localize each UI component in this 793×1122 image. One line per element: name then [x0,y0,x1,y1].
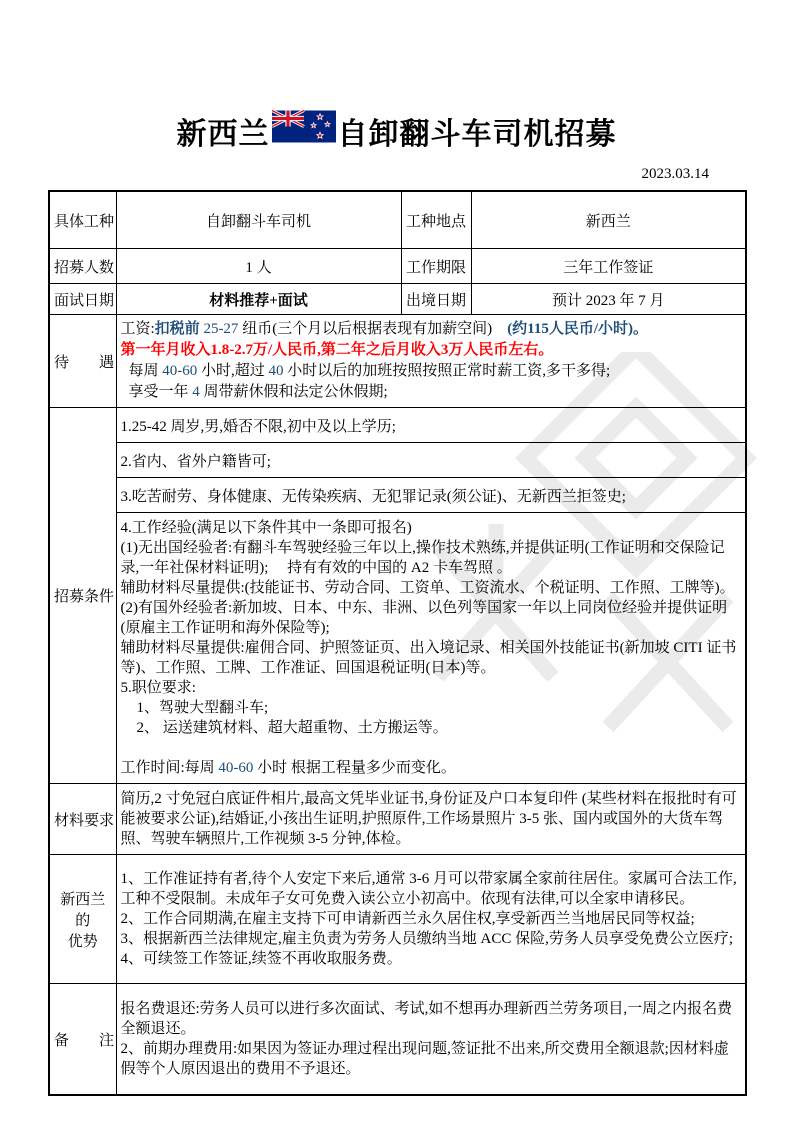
text-line: 辅助材料尽量提供:雇佣合同、护照签证页、出入境记录、相关国外技能证书(新加坡 CITI 证书等)、工作照、工牌、工作准证、回国退税证明(日本)等。 [120,640,737,676]
row-label-departure-date: 出境日期 [401,284,471,315]
page-title [0,106,793,155]
table-row-conditions [49,443,746,478]
field-duration: 三年工作签证 [471,249,746,284]
table-row [49,191,746,249]
table-row [49,249,746,284]
row-label-location: 工种地点 [401,191,471,249]
field-departure-date: 预计 2023 年 7 月 [471,284,746,315]
text-line: 1、驾驶大型翻斗车; [136,700,269,716]
notes-cell [116,984,746,1096]
text-line: 1、工作准证持有者,待个人安定下来后,通常 3-6 月可以带家属全家前往居住。家属可合法工作,工种不受限制。未成年子女可免费入读公立小初高中。依现有法律,可以全家申请移民。 [120,871,737,907]
title-text-left: 新西兰 [176,117,270,151]
row-label-headcount: 招募人数 [49,249,116,284]
condition-item-1: 1.25-42 周岁,男,婚否不限,初中及以上学历; [116,408,746,443]
field-location: 新西兰 [471,191,746,249]
table-row-conditions [49,408,746,443]
text-line: 2、工作合同期满,在雇主支持下可申请新西兰永久居住权,享受新西兰当地居民同等权益; [120,911,695,927]
row-label-conditions: 招募条件 [49,408,116,784]
text-line: 辅助材料尽量提供:(技能证书、劳动合同、工资单、工资流水、个税证明、工作照、工牌等)。 [120,580,735,596]
condition-item-3: 3.吃苦耐劳、身体健康、无传染疾病、无犯罪记录(须公证)、无新西兰拒签史; [116,478,746,513]
row-label-advantages: 新西兰的 优势 [49,855,116,984]
table-row-salary [49,315,746,408]
title-text-right: 自卸翻斗车司机招募 [337,117,617,151]
text-line: 5.职位要求: [120,680,196,696]
row-label-job-type: 具体工种 [49,191,116,249]
text-line: 4、可续签工作签证,续签不再收取服务费。 [120,951,402,967]
table-row [49,284,746,315]
text-line: 2、 运送建筑材料、超大超重物、土方搬运等。 [136,720,448,736]
field-interview-date: 材料推荐+面试 [116,284,401,315]
text-line: 3、根据新西兰法律规定,雇主负责为劳务人员缴纳当地 ACC 保险,劳务人员享受免费公立医疗; [120,931,734,947]
doc-date: 2023.03.14 [641,166,709,182]
text-line: (2)有国外经验者:新加坡、日本、中东、非洲、以色列等国家一年以上同岗位经验并提供证明(原雇主工作证明和海外保险等); [120,600,728,636]
table-row-materials [49,784,746,855]
text-line: 每周 40-60 小时,超过 40 小时以后的加班按照按照正常时薪工资,多干多得; [128,363,611,379]
text-line: 2、前期办理费用:如果因为签证办理过程出现问题,签证批不出来,所交费用全额退款;因材料虚假等个人原因退出的费用不予退还。 [120,1041,729,1077]
table-row-notes [49,984,746,1096]
row-label-interview-date: 面试日期 [49,284,116,315]
advantages-cell [116,855,746,984]
table-row-conditions [49,478,746,513]
row-label-duration: 工作期限 [401,249,471,284]
text-line-worktime: 工作时间:每周 40-60 小时 根据工程量多少而变化。 [120,760,456,776]
row-label-salary: 待 遇 [49,315,116,408]
table-row-advantages [49,855,746,984]
text-line: (1)无出国经验者:有翻斗车驾驶经验三年以上,操作技术熟练,并提供证明(工作证明和交保险记录,一年社保材料证明); 持有有效的中国的 A2 卡车驾照 。 [120,540,725,576]
nz-flag-icon [272,106,336,155]
text-line: 4.工作经验(满足以下条件其中一条即可报名) [120,520,412,536]
text-line: 报名费退还:劳务人员可以进行多次面试、考试,如不想再办理新西兰劳务项目,一周之内报名费全额退还。 [120,1001,733,1037]
row-label-materials: 材料要求 [49,784,116,855]
materials-cell [116,784,746,855]
row-label-notes: 备 注 [49,984,116,1096]
recruitment-table [48,190,747,1096]
salary-cell [116,315,746,408]
text-line: 简历,2 寸免冠白底证件相片,最高文凭毕业证书,身份证及户口本复印件 (某些材料在报批时有可能被要求公证),结婚证,小孩出生证明,护照原件,工作场景照片 3-5 张、国内或国外的大货车驾照、驾驶车辆照片,工作视频 3-5 分钟,体检。 [120,791,737,847]
text-line-highlight: 第一年月收入1.8-2.7万/人民币,第二年之后月收入3万人民币左右。 [120,342,554,358]
condition-item-4-cell [116,513,746,784]
condition-item-2: 2.省内、省外户籍皆可; [116,443,746,478]
text-line: 享受一年 4 周带薪休假和法定公休假期; [128,384,388,400]
text-line: 工资:扣税前 25-27 纽币(三个月以后根据表现有加薪空间) (约115人民币/小时)。 [120,321,649,337]
field-job-type: 自卸翻斗车司机 [116,191,401,249]
field-headcount: 1 人 [116,249,401,284]
table-row-conditions [49,513,746,784]
